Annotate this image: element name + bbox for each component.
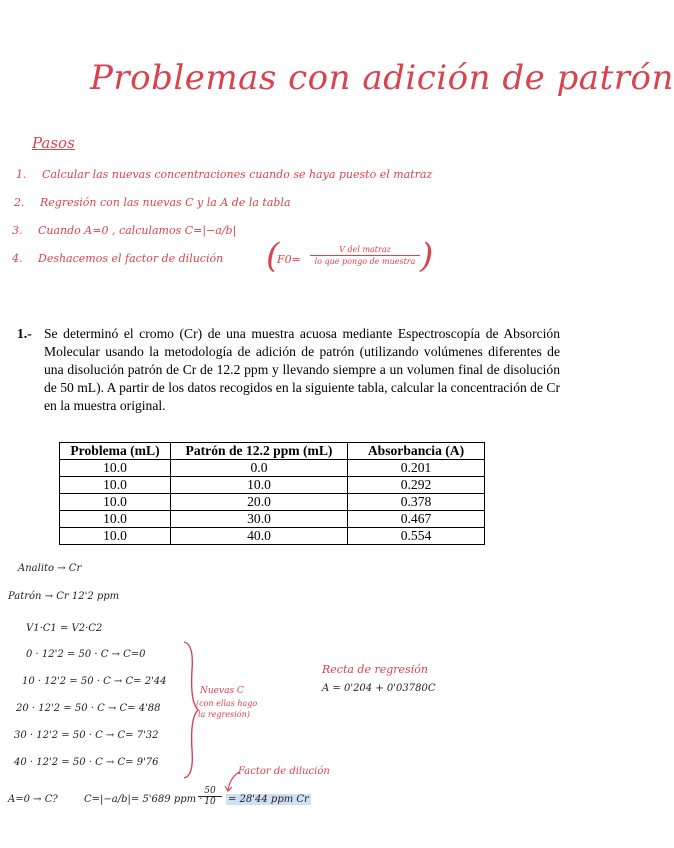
step-4 [12, 252, 223, 265]
table-cell: 0.292 [348, 477, 485, 494]
table-cell: 10.0 [60, 460, 171, 477]
factor-numerator: V del matraz [310, 245, 420, 256]
paren-open: ( [266, 236, 280, 276]
recta-equation: A = 0'204 + 0'03780C [322, 683, 436, 694]
step-number: 4. [12, 252, 23, 265]
problem-number: 1.- [17, 326, 32, 341]
table-cell: 0.378 [348, 494, 485, 511]
table-cell: 30.0 [171, 511, 348, 528]
final-frac-den: 10 [204, 797, 216, 807]
table-cell: 40.0 [171, 528, 348, 545]
nuevas-c-label: Nuevas C [200, 686, 244, 696]
page-title: Problemas con adición de patrón [90, 58, 674, 98]
step-text: Regresión con las nuevas C y la A de la tabla [40, 196, 291, 209]
step-number: 3. [12, 224, 23, 237]
step-number: 1. [16, 168, 27, 181]
step-3 [12, 224, 236, 237]
data-table [59, 442, 485, 545]
nuevas-c-sub2: la regresión) [198, 710, 250, 719]
step-number: 2. [14, 196, 25, 209]
table-cell: 0.201 [348, 460, 485, 477]
table-cell: 0.467 [348, 511, 485, 528]
step-text: Cuando A=0 , calculamos C=|−a/b| [38, 224, 237, 237]
recta-label: Recta de regresión [322, 663, 428, 676]
problem-text: Se determinó el cromo (Cr) de una muestra acuosa mediante Espectroscopía de Absorción Molecular usando la metodología de adición de patrón (utilizando volúmenes diferentes de una disolución patrón de Cr de 12.2 ppm y llevando siempre a un volumen final de disolución de 50 mL). A partir de los datos recogidos en la siguiente tabla, calcular la concentración de Cr en la muestra original. [44, 326, 561, 413]
table-cell: 10.0 [60, 511, 171, 528]
step-text: Deshacemos el factor de dilución [38, 252, 224, 265]
final-result: = 28'44 ppm Cr [228, 794, 309, 805]
table-row [60, 494, 485, 511]
note-patron: Patrón → Cr 12'2 ppm [8, 591, 120, 602]
table-row [60, 528, 485, 545]
table-row [60, 511, 485, 528]
table-cell: 10.0 [171, 477, 348, 494]
nuevas-c-sub1: (con ellas hago [196, 699, 258, 708]
factor-lhs: F0= [277, 253, 301, 266]
step-2 [14, 196, 291, 209]
calc-line-3: 20 · 12'2 = 50 · C → C= 4'88 [16, 703, 161, 714]
factor-denominator: lo que pongo de muestra [314, 257, 416, 266]
column-header: Absorbancia (A) [348, 443, 485, 460]
pasos-heading: Pasos [32, 134, 75, 152]
table-header-row [60, 443, 485, 460]
column-header: Patrón de 12.2 ppm (mL) [171, 443, 348, 460]
table-cell: 0.554 [348, 528, 485, 545]
column-header: Problema (mL) [60, 443, 171, 460]
table-cell: 0.0 [171, 460, 348, 477]
table-cell: 10.0 [60, 528, 171, 545]
paren-close: ) [420, 236, 434, 276]
table-cell: 10.0 [60, 494, 171, 511]
calc-line-2: 10 · 12'2 = 50 · C → C= 2'44 [22, 676, 167, 687]
factor-label: Factor de dilución [238, 766, 330, 777]
arrow-icon [224, 770, 244, 794]
table-row [60, 477, 485, 494]
calc-line-5: 40 · 12'2 = 50 · C → C= 9'76 [14, 757, 159, 768]
final-frac-num: 50 [198, 786, 222, 797]
step-text: Calcular las nuevas concentraciones cuando se haya puesto el matraz [42, 168, 433, 181]
final-lhs: A=0 → C? [8, 794, 58, 805]
factor-fraction [310, 245, 420, 266]
table-cell: 20.0 [171, 494, 348, 511]
final-equation: C=|−a/b|= 5'689 ppm · [84, 794, 203, 805]
note-dilution-formula: V1·C1 = V2·C2 [26, 623, 103, 634]
step-1 [16, 168, 432, 181]
calc-line-1: 0 · 12'2 = 50 · C → C=0 [26, 649, 146, 660]
final-fraction [198, 786, 222, 807]
table-cell: 10.0 [60, 477, 171, 494]
calc-line-4: 30 · 12'2 = 50 · C → C= 7'32 [14, 730, 159, 741]
table-row [60, 460, 485, 477]
note-analito: Analito → Cr [18, 563, 82, 574]
